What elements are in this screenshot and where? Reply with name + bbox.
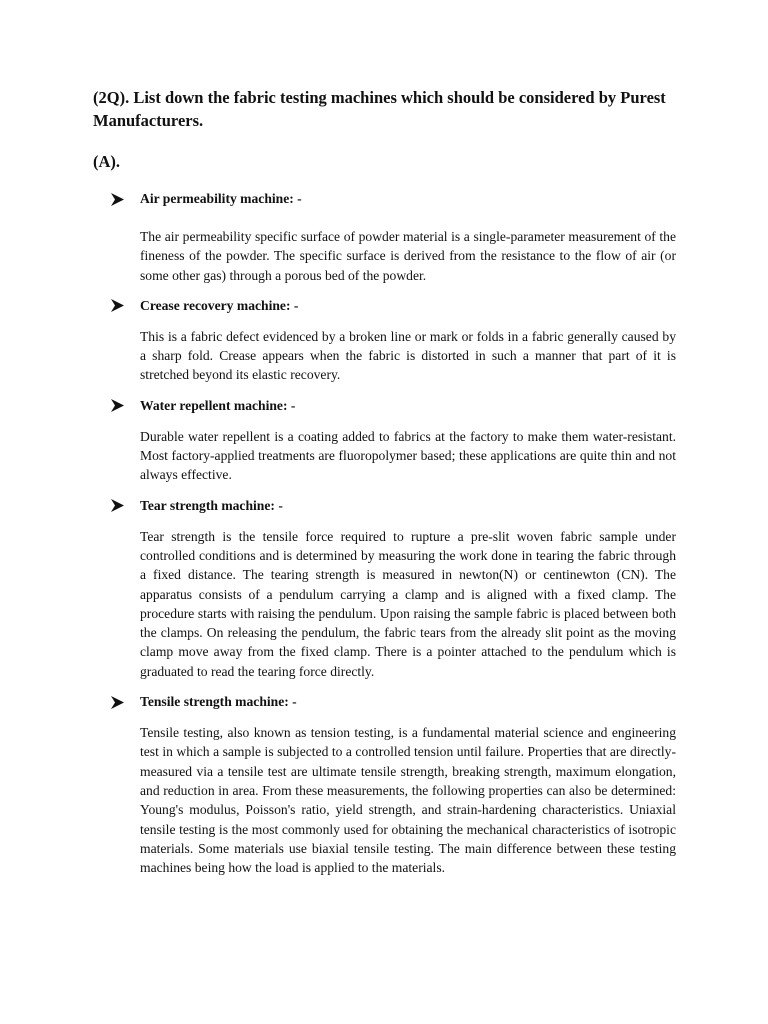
- list-item-tensile-strength: [110, 691, 676, 877]
- item-title: Tensile strength machine: -: [140, 694, 297, 710]
- arrowhead-bullet-icon: [110, 298, 140, 313]
- list-item-tear-strength: [110, 495, 676, 681]
- arrowhead-bullet-icon: [110, 398, 140, 413]
- arrowhead-bullet-icon: [110, 498, 140, 513]
- item-description: Durable water repellent is a coating added to fabrics at the factory to make them water-resistant. Most factory-applied treatments are fluoropolymer based; these applications are quite thin and not always effective.: [140, 428, 676, 483]
- item-description: Tensile testing, also known as tension testing, is a fundamental material science and engineering test in which a sample is subjected to a controlled tension until failure. Properties that are directly-measured via a tensile test are ultimate tensile strength, breaking strength, maximum elongation, and reduction in area. From these measurements, the following properties can also be determined: Young's modulus, Poisson's ratio, yield strength, and strain-hardening characteristics. Uniaxial tensile testing is the most commonly used for obtaining the mechanical characteristics of isotropic materials. Some materials use biaxial tensile testing. The main difference between these testing machines being how the load is applied to the materials.: [140, 725, 676, 876]
- list-item-crease-recovery: [110, 295, 676, 385]
- item-description: This is a fabric defect evidenced by a broken line or mark or folds in a fabric generally caused by a sharp fold. Crease appears when the fabric is distorted in such a manner that part of it is stretched beyond its elastic recovery.: [140, 328, 676, 383]
- item-title: Tear strength machine: -: [140, 497, 283, 513]
- item-title: Water repellent machine: -: [140, 397, 296, 413]
- item-title: Crease recovery machine: -: [140, 297, 299, 313]
- arrowhead-bullet-icon: [110, 695, 140, 710]
- question-heading: (2Q). List down the fabric testing machines which should be considered by Purest Manufacturers.: [93, 88, 666, 130]
- answer-label: (A).: [93, 152, 121, 171]
- item-description: The air permeability specific surface of powder material is a single-parameter measurement of the fineness of the powder. The specific surface is derived from the resistance to the flow of air (or some other gas) through a porous bed of the powder.: [140, 229, 676, 283]
- list-item-air-permeability: [110, 188, 676, 285]
- arrowhead-bullet-icon: [110, 192, 140, 207]
- answer-list: [110, 188, 676, 877]
- item-description: Tear strength is the tensile force required to rupture a pre-slit woven fabric sample under controlled conditions and is determined by measuring the work done in tearing the fabric through a fixed distance. The tearing strength is measured in newton(N) or centinewton (CN). The apparatus consists of a pendulum carrying a clamp and is aligned with a fixed clamp. The procedure starts with raising the pendulum. Upon raising the sample fabric is placed between both the clamps. On releasing the pendulum, the fabric tears from the already slit point as the moving clamp move away from the fixed clamp. There is a pointer attached to the pendulum which is graduated to read the tearing force directly.: [140, 528, 676, 679]
- item-title: Air permeability machine: -: [140, 191, 302, 206]
- list-item-water-repellent: [110, 395, 676, 485]
